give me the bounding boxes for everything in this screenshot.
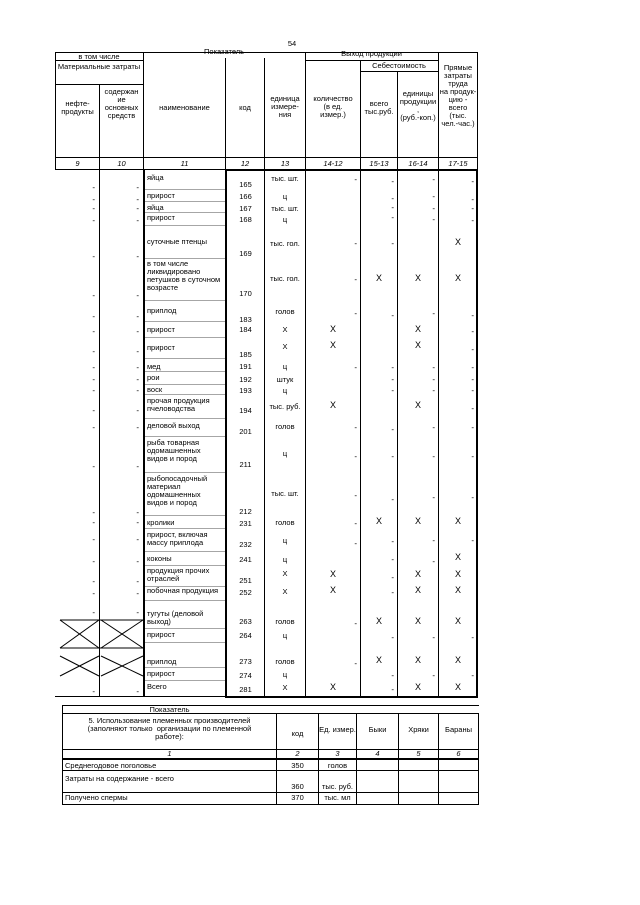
x-mark: Х xyxy=(414,324,421,334)
lower-row-code: 360 xyxy=(291,782,304,791)
row-name: яйца xyxy=(147,173,164,182)
dash-mark: - xyxy=(432,375,435,384)
lower-row-name: Затраты на содержание - всего xyxy=(65,774,174,783)
row-unit: Х xyxy=(282,587,288,596)
dash-mark: - xyxy=(391,573,394,582)
dash-mark: - xyxy=(354,452,357,461)
dash-mark: - xyxy=(136,508,139,517)
x-mark: Х xyxy=(375,616,382,626)
row-unit: голов xyxy=(275,518,295,527)
row-unit: ц xyxy=(282,215,288,224)
row-unit: штук xyxy=(276,375,294,384)
dash-mark: - xyxy=(136,589,139,598)
row-code: 232 xyxy=(239,540,252,549)
dash-mark: - xyxy=(391,588,394,597)
header-vsego-rub: всего тыс.руб. xyxy=(364,99,394,116)
x-mark: Х xyxy=(329,569,336,579)
x-mark: Х xyxy=(454,682,461,692)
x-mark: Х xyxy=(454,655,461,665)
dash-mark: - xyxy=(354,423,357,432)
dash-mark: - xyxy=(391,685,394,694)
lower-ed-izm: Ед. измер. xyxy=(319,725,356,734)
row-code: 251 xyxy=(239,576,252,585)
dash-mark: - xyxy=(471,493,474,502)
row-unit: тыс. руб. xyxy=(269,402,301,411)
dash-mark: - xyxy=(354,239,357,248)
row-name: прирост xyxy=(147,630,175,639)
row-name: прирост xyxy=(147,343,175,352)
dash-mark: - xyxy=(92,462,95,471)
row-divider xyxy=(145,472,225,473)
dash-mark: - xyxy=(92,327,95,336)
colnum: 12 xyxy=(240,159,250,168)
row-unit: голов xyxy=(275,307,295,316)
dash-mark: - xyxy=(92,423,95,432)
dash-mark: - xyxy=(92,291,95,300)
header-soderzh: содержан ие основных средств xyxy=(104,87,139,120)
dash-mark: - xyxy=(471,375,474,384)
header-naimenovanie: наименование xyxy=(159,103,210,112)
row-name: прирост xyxy=(147,669,175,678)
x-mark: Х xyxy=(454,552,461,562)
row-code: 168 xyxy=(239,215,252,224)
dash-mark: - xyxy=(354,659,357,668)
page-number: 54 xyxy=(287,39,297,48)
header-v-tom-chisle: в том числе xyxy=(78,52,120,61)
row-name: прочая продукция пчеловодства xyxy=(147,396,210,413)
row-divider xyxy=(145,680,225,681)
row-unit: ц xyxy=(282,386,288,395)
dash-mark: - xyxy=(391,311,394,320)
dash-mark: - xyxy=(92,183,95,192)
dash-mark: - xyxy=(92,577,95,586)
dash-mark: - xyxy=(136,347,139,356)
x-mark: Х xyxy=(454,516,461,526)
lower-row-name: Получено спермы xyxy=(65,793,128,802)
dash-mark: - xyxy=(432,493,435,502)
header-neft: нефте- продукты xyxy=(61,99,94,116)
row-divider xyxy=(145,436,225,437)
dash-mark: - xyxy=(391,495,394,504)
row-divider xyxy=(145,225,225,226)
row-code: 263 xyxy=(239,617,252,626)
row-code: 211 xyxy=(239,460,252,469)
dash-mark: - xyxy=(136,687,139,696)
row-divider xyxy=(145,337,225,338)
lower-pokazatel: Показатель xyxy=(149,705,190,714)
row-unit: ц xyxy=(282,536,288,545)
dash-mark: - xyxy=(471,536,474,545)
x-mark: Х xyxy=(454,273,461,283)
row-name: побочная продукция xyxy=(147,586,219,595)
row-divider xyxy=(145,551,225,552)
x-mark: Х xyxy=(329,400,336,410)
row-code: 241 xyxy=(239,555,252,564)
dash-mark: - xyxy=(391,363,394,372)
row-name: приплод xyxy=(147,657,177,666)
dash-mark: - xyxy=(471,195,474,204)
x-mark: Х xyxy=(375,516,382,526)
lower-colnum: 1 xyxy=(167,749,172,758)
lower-row-code: 370 xyxy=(291,793,304,802)
dash-mark: - xyxy=(92,406,95,415)
dash-mark: - xyxy=(354,175,357,184)
dash-mark: - xyxy=(391,213,394,222)
x-mark: Х xyxy=(414,655,421,665)
dash-mark: - xyxy=(432,536,435,545)
dash-mark: - xyxy=(136,363,139,372)
dash-mark: - xyxy=(471,633,474,642)
row-divider xyxy=(145,300,225,301)
dash-mark: - xyxy=(471,216,474,225)
row-unit: ц xyxy=(282,192,288,201)
row-name: коконы xyxy=(147,554,172,563)
row-name: рыбопосадочный материал одомашненных видов и пород xyxy=(147,474,208,507)
header-ed-izm: единица измере- ния xyxy=(270,94,300,119)
dash-mark: - xyxy=(92,508,95,517)
header-pryamye: Прямые затраты труда на продук- цию - всего (тыс. чел.-час.) xyxy=(439,63,477,128)
x-mark: Х xyxy=(454,237,461,247)
dash-mark: - xyxy=(136,327,139,336)
dash-mark: - xyxy=(92,363,95,372)
colnum: 16-14 xyxy=(408,159,428,168)
row-code: 273 xyxy=(239,657,252,666)
header-vyhod: Выход продукции xyxy=(341,49,402,58)
header-kod: код xyxy=(239,103,251,112)
dash-mark: - xyxy=(136,216,139,225)
dash-mark: - xyxy=(92,535,95,544)
dash-mark: - xyxy=(432,423,435,432)
row-divider xyxy=(145,418,225,419)
row-unit: тыс. шт. xyxy=(271,174,299,183)
lower-colnum: 3 xyxy=(335,749,340,758)
row-code: 274 xyxy=(239,671,252,680)
row-code: 192 xyxy=(239,375,252,384)
colnum: 17-15 xyxy=(448,159,468,168)
lower-colnum: 6 xyxy=(456,749,461,758)
x-mark: Х xyxy=(329,340,336,350)
row-unit: ц xyxy=(282,449,288,458)
row-code: 201 xyxy=(239,427,252,436)
header-sebestoimost: Себестоимость xyxy=(372,61,426,70)
row-name: Всего xyxy=(147,682,167,691)
x-mark: Х xyxy=(329,682,336,692)
header-ed-prod: единицы продукции , (руб.-коп.) xyxy=(399,89,437,122)
row-name: деловой выход xyxy=(147,421,200,430)
dash-mark: - xyxy=(391,555,394,564)
dash-mark: - xyxy=(391,671,394,680)
row-divider xyxy=(145,600,225,601)
row-code: 231 xyxy=(239,519,252,528)
dash-mark: - xyxy=(92,687,95,696)
dash-mark: - xyxy=(471,386,474,395)
lower-colnum: 4 xyxy=(375,749,380,758)
dash-mark: - xyxy=(136,312,139,321)
dash-mark: - xyxy=(391,239,394,248)
dash-mark: - xyxy=(92,312,95,321)
row-code: 193 xyxy=(239,386,252,395)
colnum: 10 xyxy=(117,159,126,168)
row-unit: ц xyxy=(282,670,288,679)
dash-mark: - xyxy=(354,539,357,548)
dash-mark: - xyxy=(391,203,394,212)
dash-mark: - xyxy=(391,537,394,546)
dash-mark: - xyxy=(136,535,139,544)
dash-mark: - xyxy=(92,375,95,384)
dash-mark: - xyxy=(354,309,357,318)
dash-mark: - xyxy=(471,671,474,680)
dash-mark: - xyxy=(391,375,394,384)
header-materialnye: Материальные затраты xyxy=(57,62,141,71)
row-unit: голов xyxy=(275,422,295,431)
x-mark: Х xyxy=(329,585,336,595)
dash-mark: - xyxy=(391,194,394,203)
row-unit: голов xyxy=(275,657,295,666)
row-divider xyxy=(145,628,225,629)
dash-mark: - xyxy=(136,204,139,213)
dash-mark: - xyxy=(471,204,474,213)
dash-mark: - xyxy=(432,204,435,213)
dash-mark: - xyxy=(391,177,394,186)
dash-mark: - xyxy=(354,363,357,372)
dash-mark: - xyxy=(136,375,139,384)
dash-mark: - xyxy=(471,177,474,186)
row-code: 252 xyxy=(239,588,252,597)
row-divider xyxy=(145,321,225,322)
lower-colnum: 2 xyxy=(295,749,300,758)
row-name: рои xyxy=(147,373,160,382)
lower-row-code: 350 xyxy=(291,761,304,770)
x-mark: Х xyxy=(414,616,421,626)
row-name: воск xyxy=(147,385,163,394)
row-unit: тыс. шт. xyxy=(271,489,299,498)
dash-mark: - xyxy=(354,519,357,528)
row-code: 281 xyxy=(239,685,252,694)
row-name: яйца xyxy=(147,203,164,212)
row-name: в том числе ликвидировано петушков в суточном возрасте xyxy=(147,259,221,292)
row-code: 212 xyxy=(239,507,252,516)
dash-mark: - xyxy=(136,608,139,617)
dash-mark: - xyxy=(136,577,139,586)
dash-mark: - xyxy=(136,291,139,300)
dash-mark: - xyxy=(432,386,435,395)
dash-mark: - xyxy=(92,195,95,204)
dash-mark: - xyxy=(432,557,435,566)
dash-mark: - xyxy=(391,633,394,642)
row-code: 166 xyxy=(239,192,252,201)
dash-mark: - xyxy=(92,386,95,395)
dash-mark: - xyxy=(136,406,139,415)
row-divider xyxy=(145,696,225,697)
row-divider xyxy=(145,394,225,395)
lower-row-unit: тыс. руб. xyxy=(321,782,354,791)
row-name: прирост xyxy=(147,191,175,200)
dash-mark: - xyxy=(432,633,435,642)
row-unit: Х xyxy=(282,325,288,334)
dash-mark: - xyxy=(92,347,95,356)
dash-mark: - xyxy=(432,309,435,318)
row-divider xyxy=(145,642,225,643)
dash-mark: - xyxy=(354,619,357,628)
colnum: 11 xyxy=(180,159,189,168)
dash-mark: - xyxy=(471,345,474,354)
x-mark: Х xyxy=(454,585,461,595)
x-mark: Х xyxy=(375,273,382,283)
row-name: мед xyxy=(147,362,161,371)
row-divider xyxy=(145,371,225,372)
row-code: 169 xyxy=(239,249,252,258)
row-divider xyxy=(145,358,225,359)
crossed-cells xyxy=(55,618,145,698)
row-name: кролики xyxy=(147,518,175,527)
row-name: прирост xyxy=(147,325,175,334)
lower-row-unit: тыс. мл xyxy=(324,793,351,802)
lower-barany: Бараны xyxy=(445,725,472,734)
row-unit: ц xyxy=(282,555,288,564)
dash-mark: - xyxy=(136,557,139,566)
row-divider xyxy=(145,189,225,190)
row-code: 184 xyxy=(239,325,252,334)
dash-mark: - xyxy=(92,608,95,617)
x-mark: Х xyxy=(329,324,336,334)
row-code: 165 xyxy=(239,180,252,189)
x-mark: Х xyxy=(375,655,382,665)
lower-colnum: 5 xyxy=(416,749,421,758)
dash-mark: - xyxy=(354,275,357,284)
colnum: 13 xyxy=(280,159,290,168)
dash-mark: - xyxy=(92,518,95,527)
dash-mark: - xyxy=(471,311,474,320)
dash-mark: - xyxy=(471,423,474,432)
row-code: 264 xyxy=(239,631,252,640)
x-mark: Х xyxy=(414,340,421,350)
dash-mark: - xyxy=(391,386,394,395)
x-mark: Х xyxy=(454,616,461,626)
dash-mark: - xyxy=(471,363,474,372)
row-unit: тыс. шт. xyxy=(271,204,299,213)
colnum: 14-12 xyxy=(323,159,343,168)
row-divider xyxy=(145,667,225,668)
header-kolichestvo: количество (в ед. измер.) xyxy=(313,94,353,119)
lower-hryaki: Хряки xyxy=(408,725,429,734)
row-code: 170 xyxy=(239,289,252,298)
dash-mark: - xyxy=(136,183,139,192)
row-unit: Х xyxy=(282,569,288,578)
row-code: 183 xyxy=(239,315,252,324)
dash-mark: - xyxy=(432,452,435,461)
dash-mark: - xyxy=(136,195,139,204)
dash-mark: - xyxy=(92,204,95,213)
dash-mark: - xyxy=(92,589,95,598)
dash-mark: - xyxy=(432,215,435,224)
row-unit: тыс. гол. xyxy=(270,239,300,248)
dash-mark: - xyxy=(354,491,357,500)
lower-kod: код xyxy=(291,729,304,738)
row-divider xyxy=(145,528,225,529)
row-code: 194 xyxy=(239,406,252,415)
row-divider xyxy=(145,201,225,202)
row-unit: голов xyxy=(275,617,295,626)
dash-mark: - xyxy=(471,404,474,413)
x-mark: Х xyxy=(414,273,421,283)
dash-mark: - xyxy=(92,216,95,225)
lower-byki: Быки xyxy=(368,725,387,734)
lower-title: 5. Использование племенных производителей (заполняют только организации по племенной работе): xyxy=(87,716,252,741)
row-name: прирост xyxy=(147,213,175,222)
dash-mark: - xyxy=(136,386,139,395)
row-name: прирост, включая массу приплода xyxy=(147,530,208,547)
x-mark: Х xyxy=(414,400,421,410)
row-code: 167 xyxy=(239,204,252,213)
dash-mark: - xyxy=(136,462,139,471)
x-mark: Х xyxy=(414,682,421,692)
dash-mark: - xyxy=(391,425,394,434)
dash-mark: - xyxy=(432,363,435,372)
dash-mark: - xyxy=(471,452,474,461)
row-name: приплод xyxy=(147,306,177,315)
row-unit: Х xyxy=(282,342,288,351)
row-code: 191 xyxy=(239,362,252,371)
x-mark: Х xyxy=(454,569,461,579)
colnum: 15-13 xyxy=(369,159,389,168)
dash-mark: - xyxy=(432,671,435,680)
dash-mark: - xyxy=(136,518,139,527)
row-unit: Х xyxy=(282,683,288,692)
x-mark: Х xyxy=(414,516,421,526)
lower-row-name: Среднегодовое поголовье xyxy=(65,761,157,770)
dash-mark: - xyxy=(92,252,95,261)
dash-mark: - xyxy=(432,175,435,184)
row-divider xyxy=(145,515,225,516)
dash-mark: - xyxy=(391,452,394,461)
row-name: рыба товарная одомашненных видов и пород xyxy=(147,438,201,463)
row-unit: ц xyxy=(282,362,288,371)
dash-mark: - xyxy=(432,192,435,201)
row-unit: ц xyxy=(282,631,288,640)
dash-mark: - xyxy=(136,252,139,261)
header-pokazatel: Показатель xyxy=(203,47,245,56)
row-name: суточные птенцы xyxy=(147,237,207,246)
row-name: продукция прочих отраслей xyxy=(147,566,210,583)
x-mark: Х xyxy=(414,585,421,595)
lower-row-unit: голов xyxy=(327,761,348,770)
x-mark: Х xyxy=(414,569,421,579)
row-name: тугуты (деловой выход) xyxy=(147,609,204,626)
row-code: 185 xyxy=(239,350,252,359)
dash-mark: - xyxy=(471,327,474,336)
dash-mark: - xyxy=(136,423,139,432)
row-unit: тыс. гол. xyxy=(270,274,300,283)
dash-mark: - xyxy=(92,557,95,566)
colnum: 9 xyxy=(75,159,80,168)
